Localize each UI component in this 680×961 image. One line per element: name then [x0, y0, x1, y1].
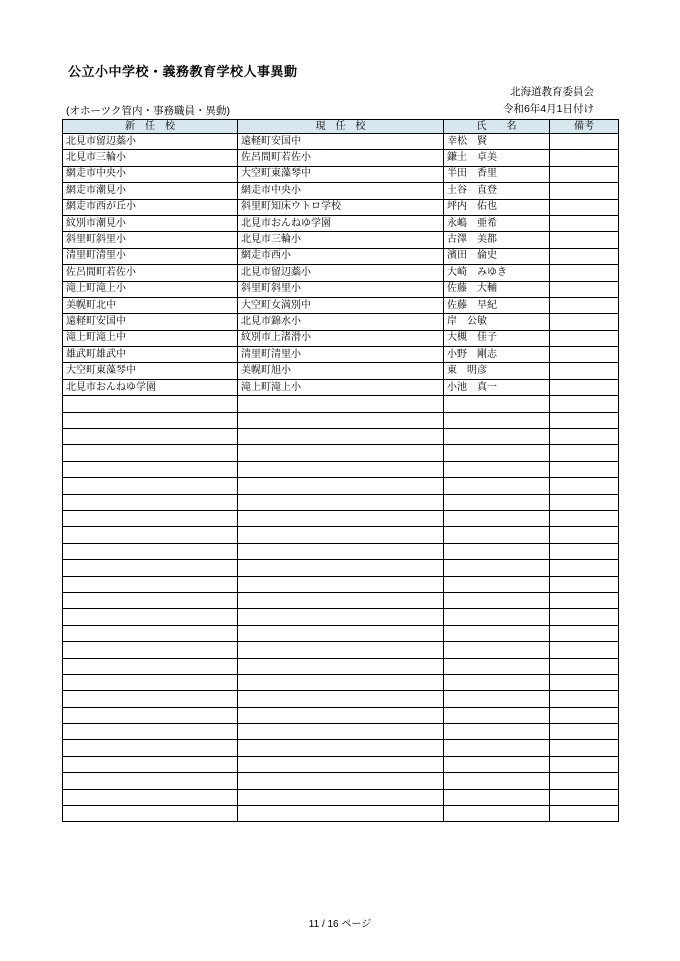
name-cell: 大槻 佳子 [444, 330, 550, 346]
table-row [63, 281, 619, 297]
note-cell [550, 592, 619, 608]
name-cell [444, 674, 550, 690]
table-row [63, 248, 619, 264]
current-school-cell [238, 740, 444, 756]
note-cell [550, 150, 619, 166]
new-school-cell: 斜里町斜里小 [63, 232, 238, 248]
current-school-cell: 斜里町知床ウトロ学校 [238, 199, 444, 215]
note-cell [550, 478, 619, 494]
table-row-empty [63, 756, 619, 772]
name-cell [444, 396, 550, 412]
current-school-cell [238, 478, 444, 494]
name-cell [444, 445, 550, 461]
new-school-cell: 網走市中央小 [63, 166, 238, 182]
new-school-cell [63, 773, 238, 789]
new-school-cell: 清里町清里小 [63, 248, 238, 264]
name-cell [444, 789, 550, 805]
page-title: 公立小中学校・義務教育学校人事異動 [68, 64, 298, 79]
table-row [63, 150, 619, 166]
new-school-cell: 遠軽町安国中 [63, 314, 238, 330]
table-row-empty [63, 707, 619, 723]
new-school-cell [63, 412, 238, 428]
name-cell [444, 543, 550, 559]
table-row-empty [63, 658, 619, 674]
current-school-cell: 滝上町滝上小 [238, 379, 444, 395]
personnel-transfer-table [62, 119, 619, 822]
current-school-cell [238, 592, 444, 608]
note-cell [550, 363, 619, 379]
header-name: 氏 名 [444, 120, 550, 134]
name-cell [444, 691, 550, 707]
effective-date: 令和6年4月1日付け [502, 103, 594, 115]
note-cell [550, 347, 619, 363]
new-school-cell: 美幌町北中 [63, 297, 238, 313]
name-cell [444, 707, 550, 723]
current-school-cell [238, 642, 444, 658]
current-school-cell [238, 445, 444, 461]
current-school-cell [238, 412, 444, 428]
name-cell [444, 609, 550, 625]
name-cell: 小池 真一 [444, 379, 550, 395]
table-row-empty [63, 740, 619, 756]
note-cell [550, 134, 619, 150]
current-school-cell: 北見市おんねゆ学園 [238, 215, 444, 231]
table-row-empty [63, 724, 619, 740]
current-school-cell [238, 560, 444, 576]
table-row [63, 314, 619, 330]
new-school-cell [63, 740, 238, 756]
name-cell: 小野 剛志 [444, 347, 550, 363]
table-row-empty [63, 691, 619, 707]
current-school-cell: 網走市中央小 [238, 183, 444, 199]
note-cell [550, 658, 619, 674]
note-cell [550, 248, 619, 264]
page-number: 11 / 16 ページ [308, 919, 372, 930]
note-cell [550, 527, 619, 543]
name-cell [444, 740, 550, 756]
name-cell [444, 642, 550, 658]
table-row-empty [63, 494, 619, 510]
new-school-cell: 北見市留辺蘂小 [63, 134, 238, 150]
table-row-empty [63, 527, 619, 543]
name-cell [444, 756, 550, 772]
new-school-cell: 北見市おんねゆ学園 [63, 379, 238, 395]
new-school-cell [63, 707, 238, 723]
note-cell [550, 396, 619, 412]
table-row [63, 330, 619, 346]
current-school-cell [238, 724, 444, 740]
table-row [63, 232, 619, 248]
current-school-cell [238, 494, 444, 510]
table-row-empty [63, 478, 619, 494]
note-cell [550, 740, 619, 756]
current-school-cell: 紋別市上渚滑小 [238, 330, 444, 346]
current-school-cell [238, 461, 444, 477]
new-school-cell [63, 674, 238, 690]
name-cell [444, 806, 550, 822]
name-cell: 古澤 美都 [444, 232, 550, 248]
table-row [63, 265, 619, 281]
name-cell: 佐藤 早紀 [444, 297, 550, 313]
note-cell [550, 806, 619, 822]
note-cell [550, 232, 619, 248]
note-cell [550, 314, 619, 330]
note-cell [550, 265, 619, 281]
current-school-cell [238, 789, 444, 805]
note-cell [550, 642, 619, 658]
name-cell: 坪内 佑也 [444, 199, 550, 215]
name-cell: 佐藤 大輔 [444, 281, 550, 297]
table-row [63, 183, 619, 199]
name-cell [444, 510, 550, 526]
current-school-cell: 北見市留辺蘂小 [238, 265, 444, 281]
table-row-empty [63, 609, 619, 625]
table-row [63, 199, 619, 215]
table-row [63, 215, 619, 231]
table-row [63, 379, 619, 395]
new-school-cell [63, 576, 238, 592]
table-row [63, 297, 619, 313]
name-cell [444, 724, 550, 740]
table-row [63, 134, 619, 150]
current-school-cell [238, 806, 444, 822]
name-cell: 半田 香里 [444, 166, 550, 182]
new-school-cell: 佐呂間町若佐小 [63, 265, 238, 281]
subtitle-scope: (オホーツク管内・事務職員・異動) [66, 105, 230, 117]
note-cell [550, 691, 619, 707]
name-cell [444, 494, 550, 510]
current-school-cell [238, 691, 444, 707]
new-school-cell [63, 429, 238, 445]
current-school-cell [238, 773, 444, 789]
table-row [63, 166, 619, 182]
note-cell [550, 412, 619, 428]
current-school-cell: 大空町女満別中 [238, 297, 444, 313]
name-cell [444, 412, 550, 428]
table-row [63, 347, 619, 363]
new-school-cell [63, 396, 238, 412]
name-cell: 東 明彦 [444, 363, 550, 379]
table-row-empty [63, 642, 619, 658]
note-cell [550, 560, 619, 576]
new-school-cell [63, 560, 238, 576]
current-school-cell: 美幌町旭小 [238, 363, 444, 379]
current-school-cell: 遠軽町安国中 [238, 134, 444, 150]
name-cell [444, 625, 550, 641]
current-school-cell [238, 674, 444, 690]
table-row-empty [63, 412, 619, 428]
table-row-empty [63, 543, 619, 559]
new-school-cell [63, 789, 238, 805]
new-school-cell [63, 527, 238, 543]
header-current-school: 現 任 校 [238, 120, 444, 134]
table-row-empty [63, 429, 619, 445]
name-cell: 土谷 直登 [444, 183, 550, 199]
new-school-cell [63, 756, 238, 772]
note-cell [550, 379, 619, 395]
new-school-cell [63, 461, 238, 477]
current-school-cell [238, 543, 444, 559]
table-row-empty [63, 576, 619, 592]
table-row-empty [63, 461, 619, 477]
table-row [63, 363, 619, 379]
note-cell [550, 609, 619, 625]
note-cell [550, 215, 619, 231]
new-school-cell [63, 658, 238, 674]
header-new-school: 新 任 校 [63, 120, 238, 134]
new-school-cell [63, 445, 238, 461]
table-row-empty [63, 592, 619, 608]
name-cell: 幸松 賢 [444, 134, 550, 150]
note-cell [550, 166, 619, 182]
new-school-cell [63, 625, 238, 641]
name-cell [444, 429, 550, 445]
current-school-cell [238, 658, 444, 674]
note-cell [550, 543, 619, 559]
table-row-empty [63, 560, 619, 576]
current-school-cell [238, 576, 444, 592]
note-cell [550, 281, 619, 297]
name-cell: 濱田 倫史 [444, 248, 550, 264]
name-cell [444, 658, 550, 674]
note-cell [550, 445, 619, 461]
current-school-cell [238, 527, 444, 543]
note-cell [550, 625, 619, 641]
new-school-cell [63, 510, 238, 526]
name-cell [444, 478, 550, 494]
note-cell [550, 789, 619, 805]
new-school-cell [63, 691, 238, 707]
new-school-cell [63, 642, 238, 658]
note-cell [550, 429, 619, 445]
current-school-cell: 網走市西小 [238, 248, 444, 264]
name-cell: 大崎 みゆき [444, 265, 550, 281]
new-school-cell: 網走市西が丘小 [63, 199, 238, 215]
note-cell [550, 494, 619, 510]
header-note: 備考 [550, 120, 619, 134]
current-school-cell [238, 396, 444, 412]
name-cell: 永嶋 亜希 [444, 215, 550, 231]
table-row-empty [63, 789, 619, 805]
new-school-cell [63, 543, 238, 559]
new-school-cell [63, 724, 238, 740]
current-school-cell [238, 756, 444, 772]
current-school-cell: 北見市三輪小 [238, 232, 444, 248]
current-school-cell: 清里町清里小 [238, 347, 444, 363]
new-school-cell [63, 478, 238, 494]
current-school-cell [238, 429, 444, 445]
new-school-cell: 大空町東藻琴中 [63, 363, 238, 379]
note-cell [550, 330, 619, 346]
new-school-cell: 網走市潮見小 [63, 183, 238, 199]
note-cell [550, 773, 619, 789]
note-cell [550, 576, 619, 592]
current-school-cell [238, 609, 444, 625]
table-row-empty [63, 806, 619, 822]
note-cell [550, 461, 619, 477]
new-school-cell: 紋別市潮見小 [63, 215, 238, 231]
new-school-cell: 滝上町滝上中 [63, 330, 238, 346]
new-school-cell: 雄武町雄武中 [63, 347, 238, 363]
name-cell: 鎌土 卓美 [444, 150, 550, 166]
table-row-empty [63, 773, 619, 789]
note-cell [550, 183, 619, 199]
new-school-cell [63, 806, 238, 822]
name-cell [444, 527, 550, 543]
current-school-cell: 佐呂間町若佐小 [238, 150, 444, 166]
table-header-row [63, 120, 619, 134]
current-school-cell [238, 707, 444, 723]
name-cell [444, 592, 550, 608]
note-cell [550, 199, 619, 215]
name-cell [444, 461, 550, 477]
note-cell [550, 756, 619, 772]
new-school-cell [63, 592, 238, 608]
current-school-cell [238, 625, 444, 641]
table-row-empty [63, 625, 619, 641]
new-school-cell: 北見市三輪小 [63, 150, 238, 166]
new-school-cell [63, 494, 238, 510]
name-cell [444, 773, 550, 789]
current-school-cell: 斜里町斜里小 [238, 281, 444, 297]
note-cell [550, 674, 619, 690]
note-cell [550, 724, 619, 740]
name-cell: 岸 公敏 [444, 314, 550, 330]
name-cell [444, 576, 550, 592]
table-row-empty [63, 510, 619, 526]
current-school-cell [238, 510, 444, 526]
note-cell [550, 707, 619, 723]
new-school-cell: 滝上町滝上小 [63, 281, 238, 297]
table-row-empty [63, 445, 619, 461]
table-row-empty [63, 396, 619, 412]
current-school-cell: 北見市錦水小 [238, 314, 444, 330]
note-cell [550, 297, 619, 313]
table-row-empty [63, 674, 619, 690]
organization-name: 北海道教育委員会 [510, 86, 594, 98]
new-school-cell [63, 609, 238, 625]
current-school-cell: 大空町東藻琴中 [238, 166, 444, 182]
note-cell [550, 510, 619, 526]
name-cell [444, 560, 550, 576]
